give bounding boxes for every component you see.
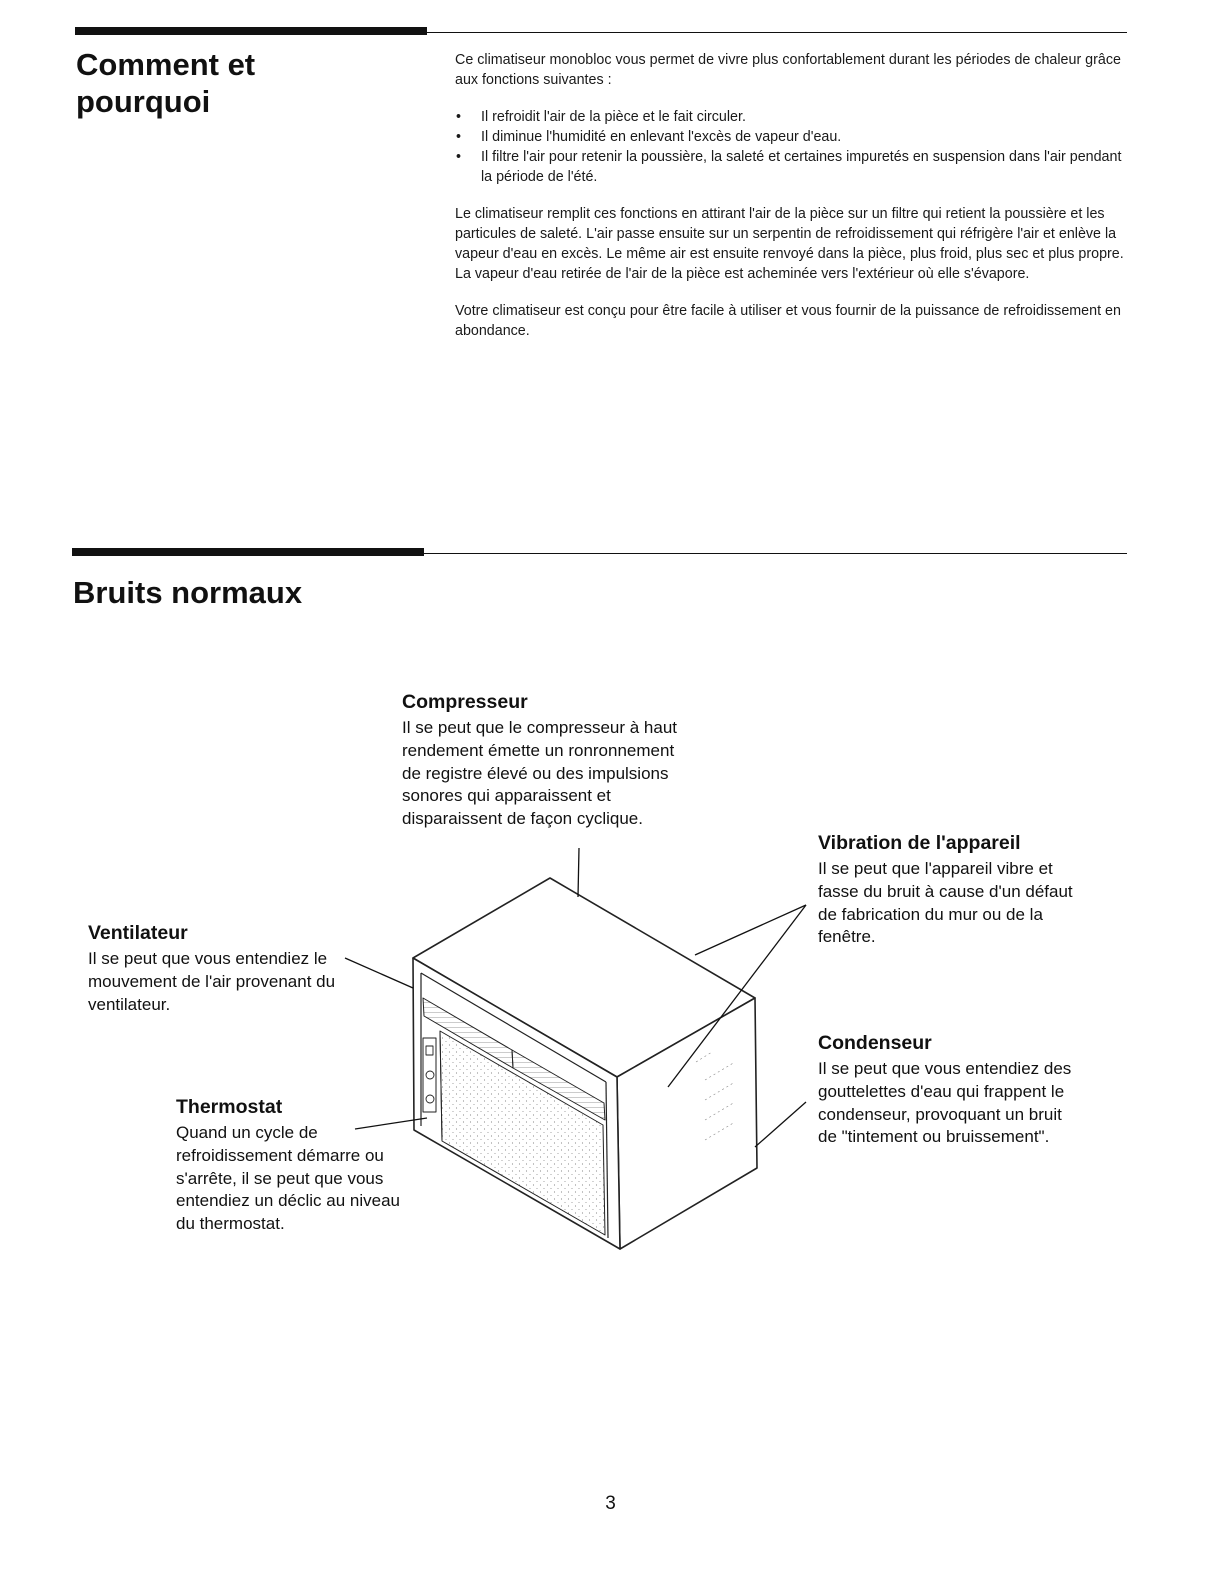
ventilateur-title: Ventilateur — [88, 922, 188, 944]
compresseur-text: Il se peut que le compresseur à haut rendement émette un ronronnement de registre élevé ou des impulsions sonores qui apparaissent et disparaissent de façon cyclique. — [402, 718, 677, 829]
compresseur-title: Compresseur — [402, 691, 528, 713]
section2-title: Bruits normaux — [73, 575, 303, 610]
thermostat-title: Thermostat — [176, 1096, 283, 1118]
condenseur-text: Il se peut que vous entendiez des gouttelettes d'eau qui frappent le condenseur, provoquant un bruit de "tintement ou bruissement". — [818, 1059, 1072, 1147]
section1-title-line2: pourquoi — [76, 84, 211, 120]
callout-thermostat — [176, 1094, 421, 1236]
function-paragraph: Le climatiseur remplit ces fonctions en attirant l'air de la pièce sur un filtre qui retient la poussière et les particules de saleté. L'air passe ensuite sur un serpentin de refroidissement qui réfrigère l'air et enlève la vapeur d'eau en excès. Le même air est ensuite renvoyé dans la pièce, plus froid, plus sec et plus propre. La vapeur d'eau retirée de l'air de la pièce est acheminée vers l'extérieur où elle s'évapore. — [455, 206, 1124, 283]
ventilateur-text: Il se peut que vous entendiez le mouvement de l'air provenant du ventilateur. — [88, 949, 336, 1014]
thermostat-text: Quand un cycle de refroidissement démarre ou s'arrête, il se peut que vous entendiez un déclic au niveau du thermostat. — [176, 1123, 400, 1234]
vibration-title: Vibration de l'appareil — [818, 832, 1021, 854]
page-number: 3 — [605, 1493, 616, 1514]
list-item: • Il diminue l'humidité en enlevant l'excès de vapeur d'eau. — [481, 127, 1127, 147]
list-item: • Il filtre l'air pour retenir la poussière, la saleté et certaines impuretés en suspension dans l'air pendant la période de l'été. — [481, 147, 1127, 187]
leader-vibration-a — [695, 905, 806, 955]
ac-unit-body — [413, 878, 757, 1249]
leader-ventilateur — [345, 958, 413, 988]
leader-condenseur — [755, 1102, 806, 1147]
callout-vibration — [818, 830, 1080, 949]
section1-title-line1: Comment et — [76, 47, 256, 82]
list-item: • Il refroidit l'air de la pièce et le fait circuler. — [481, 107, 1127, 127]
vibration-text: Il se peut que l'appareil vibre et fasse du bruit à cause d'un défaut de fabrication du mur ou de la fenêtre. — [818, 859, 1073, 947]
callout-compresseur — [402, 689, 677, 831]
condenseur-title: Condenseur — [818, 1032, 932, 1054]
callout-condenseur — [818, 1030, 1080, 1149]
callout-ventilateur — [88, 920, 343, 1016]
design-paragraph: Votre climatiseur est conçu pour être facile à utiliser et vous fournir de la puissance de refroidissement en abondance. — [455, 303, 1121, 340]
intro-paragraph: Ce climatiseur monobloc vous permet de vivre plus confortablement durant les périodes de chaleur grâce aux fonctions suivantes : — [455, 52, 1121, 89]
leader-compresseur — [578, 848, 579, 897]
